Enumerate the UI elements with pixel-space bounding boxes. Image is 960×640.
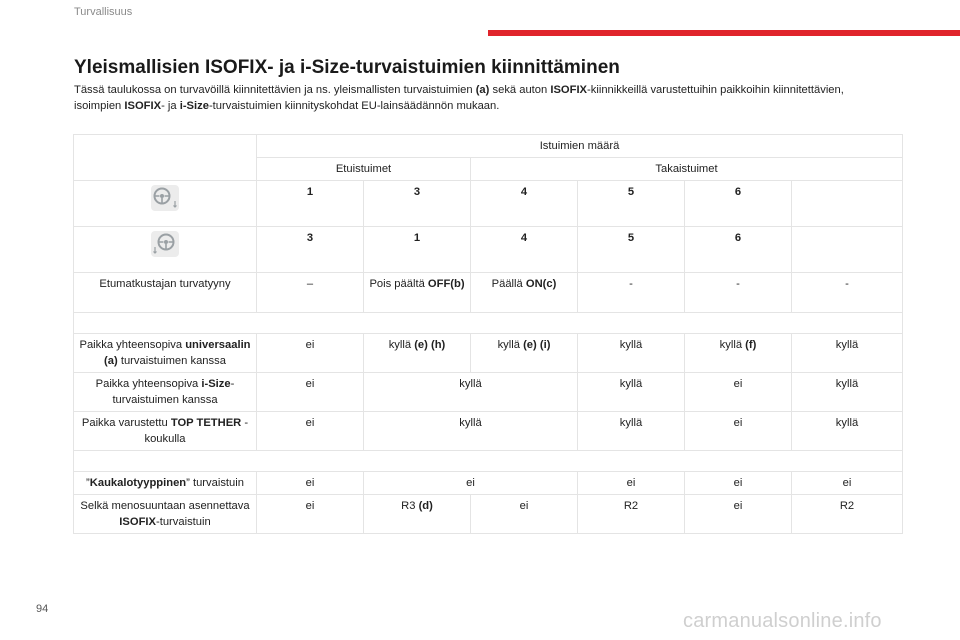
cell-text: turvaistuimen kanssa	[117, 355, 226, 367]
seat-number	[471, 181, 578, 227]
intro-text: sekä auton	[489, 84, 551, 96]
cell-text: R3	[401, 500, 419, 512]
tether-cell: ei	[685, 412, 792, 451]
rhd-icon-cell	[74, 227, 257, 273]
table-row	[74, 181, 903, 227]
isize-cell: kyllä	[364, 373, 578, 412]
cell-text: ”	[86, 477, 90, 489]
rear-seats-header: Takaistuimet	[471, 158, 903, 181]
cell-text: ” turvaistuin	[186, 477, 244, 489]
universal-label	[74, 334, 257, 373]
seat-number-value: 4	[520, 232, 528, 244]
table-row	[74, 495, 903, 534]
tether-cell: kyllä	[792, 412, 903, 451]
isize-label	[74, 373, 257, 412]
intro-bold: i-Size	[179, 100, 209, 112]
isize-cell: ei	[685, 373, 792, 412]
spacer-cell	[74, 451, 903, 472]
cell-bold: (e) (h)	[414, 339, 446, 351]
table-row	[74, 334, 903, 373]
universal-cell	[364, 334, 471, 373]
cell-bold: (d)	[418, 500, 433, 512]
tether-cell: ei	[257, 412, 364, 451]
cell-text: Paikka yhteensopiva	[79, 339, 186, 351]
cell-bold: ON(c)	[525, 278, 557, 290]
cell-bold: TOP TETHER	[170, 417, 242, 429]
seat-number-value: 5	[627, 186, 635, 198]
intro-bold: (a)	[475, 84, 490, 96]
seat-number-value: 1	[413, 232, 421, 244]
rearward-cell: ei	[685, 495, 792, 534]
cell-text: kyllä	[497, 339, 524, 351]
seat-number-value: 5	[627, 232, 635, 244]
cell-text: -koukulla	[144, 417, 249, 445]
universal-cell: ei	[257, 334, 364, 373]
intro-bold: ISOFIX	[124, 100, 162, 112]
cell-bold: (f)	[745, 339, 757, 351]
rearward-label	[74, 495, 257, 534]
intro-text: -turvaistuimien kiinnityskohdat EU-lainsäädännön mukaan.	[208, 100, 500, 112]
seat-number-value: 6	[734, 232, 742, 244]
watermark-text: carmanualsonline.info	[683, 610, 882, 632]
airbag-cell: -	[578, 273, 685, 313]
seat-number-value: 3	[413, 186, 421, 198]
cell-text: -turvaistuin	[155, 516, 211, 528]
cell-text: Paikka varustettu	[81, 417, 171, 429]
seat-number	[578, 227, 685, 273]
cell-bold: i-Size	[201, 378, 231, 390]
isofix-table	[73, 134, 903, 534]
rearward-cell: ei	[257, 495, 364, 534]
cell-bold: OFF(b)	[427, 278, 465, 290]
right-hand-drive-steering-icon	[148, 230, 182, 258]
cell-text: Päällä	[491, 278, 526, 290]
intro-paragraph	[74, 82, 874, 114]
isize-cell: kyllä	[578, 373, 685, 412]
carrycot-cell: ei	[257, 472, 364, 495]
universal-cell	[471, 334, 578, 373]
carrycot-cell: ei	[685, 472, 792, 495]
accent-bar	[488, 30, 960, 36]
page-title: Yleismallisien ISOFIX- ja i-Size-turvaistuimien kiinnittäminen	[74, 57, 620, 78]
seat-number	[257, 181, 364, 227]
table-row	[74, 273, 903, 313]
cell-text: kyllä	[719, 339, 746, 351]
intro-bold: ISOFIX	[550, 84, 588, 96]
carrycot-cell: ei	[578, 472, 685, 495]
section-label: Turvallisuus	[74, 6, 133, 18]
left-hand-drive-steering-icon	[148, 184, 182, 212]
airbag-cell: -	[685, 273, 792, 313]
cell-bold: (e) (i)	[523, 339, 551, 351]
carrycot-label	[74, 472, 257, 495]
table-row	[74, 227, 903, 273]
empty-cell	[792, 181, 903, 227]
table-row	[74, 135, 903, 158]
seat-number	[364, 181, 471, 227]
universal-cell: kyllä	[792, 334, 903, 373]
intro-text: -kiinnikkeillä varustettuihin paikkoihin kiinnitettävien, isoimpien	[74, 84, 844, 112]
seat-number-value: 6	[734, 186, 742, 198]
cell-bold: ISOFIX	[119, 516, 156, 528]
carrycot-cell: ei	[792, 472, 903, 495]
seat-number	[471, 227, 578, 273]
table-row	[74, 472, 903, 495]
tether-label	[74, 412, 257, 451]
seat-number-value: 4	[520, 186, 528, 198]
universal-cell	[685, 334, 792, 373]
cell-bold: universaalin (a)	[104, 339, 251, 367]
seat-number	[257, 227, 364, 273]
cell-text: kyllä	[388, 339, 415, 351]
airbag-label: Etumatkustajan turvatyyny	[74, 273, 257, 313]
intro-text: - ja	[161, 100, 180, 112]
rearward-cell: R2	[578, 495, 685, 534]
spacer-row	[74, 313, 903, 334]
cell-text: Pois päältä	[369, 278, 428, 290]
front-seats-header: Etuistuimet	[257, 158, 471, 181]
seat-number-value: 3	[306, 232, 314, 244]
cell-text: -turvaistuimen kanssa	[112, 378, 235, 406]
spacer-cell	[74, 313, 903, 334]
page-number: 94	[36, 603, 49, 615]
cell-bold: Kaukalotyyppinen	[89, 477, 187, 489]
rearward-cell: ei	[471, 495, 578, 534]
empty-header-cell	[74, 135, 257, 181]
table-row	[74, 412, 903, 451]
seat-number	[578, 181, 685, 227]
isize-cell: ei	[257, 373, 364, 412]
tether-cell: kyllä	[578, 412, 685, 451]
empty-cell	[792, 227, 903, 273]
tether-cell: kyllä	[364, 412, 578, 451]
seat-number	[364, 227, 471, 273]
cell-text: Selkä menosuuntaan asennettava	[80, 500, 250, 512]
spacer-row	[74, 451, 903, 472]
airbag-cell	[471, 273, 578, 313]
isize-cell: kyllä	[792, 373, 903, 412]
seat-number	[685, 181, 792, 227]
rearward-cell: R2	[792, 495, 903, 534]
seats-header: Istuimien määrä	[257, 135, 903, 158]
seat-number-value: 1	[306, 186, 314, 198]
universal-cell: kyllä	[578, 334, 685, 373]
table-row	[74, 373, 903, 412]
airbag-cell: -	[792, 273, 903, 313]
carrycot-cell: ei	[364, 472, 578, 495]
lhd-icon-cell	[74, 181, 257, 227]
intro-text: Tässä taulukossa on turvavöillä kiinnitettävien ja ns. yleismallisten turvaistuimien	[74, 84, 476, 96]
airbag-cell	[364, 273, 471, 313]
airbag-cell: –	[257, 273, 364, 313]
rearward-cell	[364, 495, 471, 534]
cell-text: Paikka yhteensopiva	[95, 378, 202, 390]
seat-number	[685, 227, 792, 273]
